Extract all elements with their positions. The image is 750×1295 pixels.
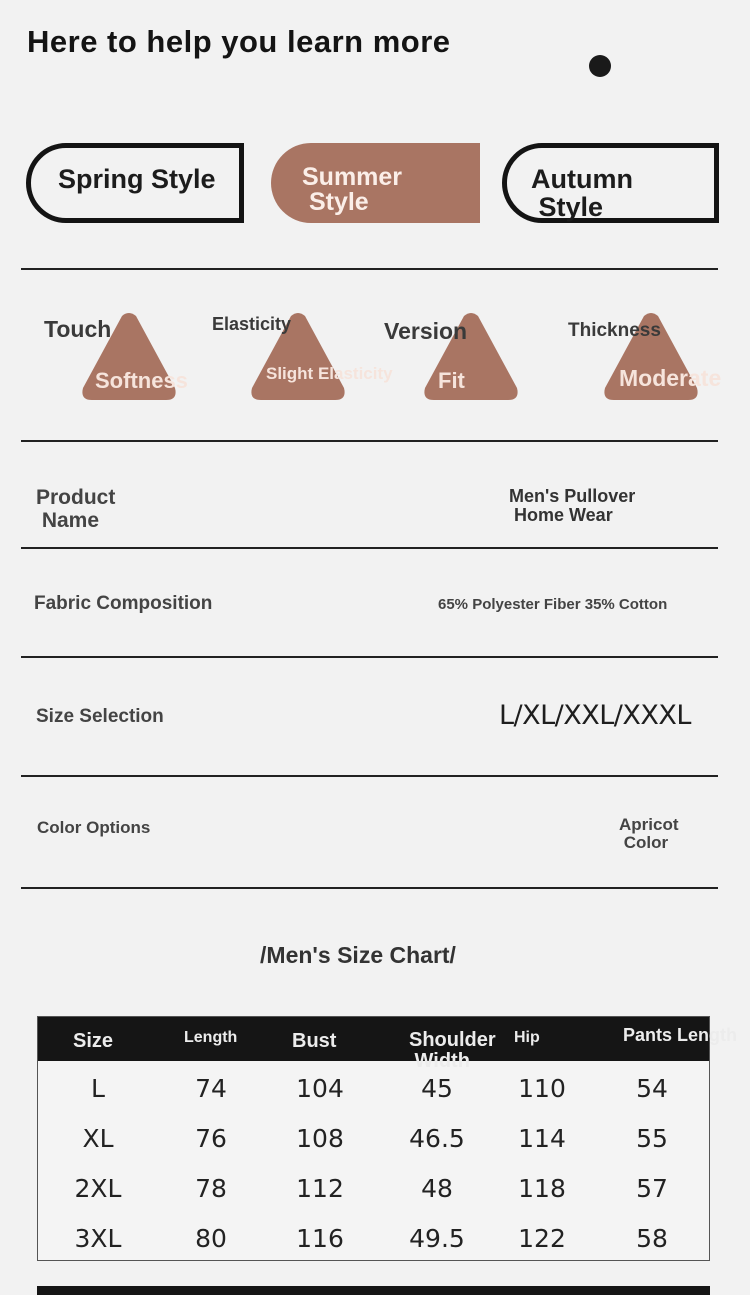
table-cell: 78 xyxy=(195,1174,227,1203)
table-cell: 114 xyxy=(518,1124,566,1153)
table-cell: 48 xyxy=(421,1174,453,1203)
table-cell: 55 xyxy=(636,1124,668,1153)
size-selection-value: L/XL/XXL/XXXL xyxy=(499,700,691,731)
next-table-header xyxy=(37,1286,710,1295)
header-hip: Hip xyxy=(514,1029,540,1046)
header-bust: Bust xyxy=(292,1030,337,1052)
dot-icon xyxy=(589,55,611,77)
table-cell: XL xyxy=(82,1124,114,1153)
size-chart-header xyxy=(38,1017,738,1072)
divider xyxy=(21,887,718,889)
version-value: Fit xyxy=(438,368,465,393)
table-cell: 104 xyxy=(296,1074,344,1103)
table-cell: 46.5 xyxy=(409,1124,465,1153)
autumn-style-label: Autumn Style xyxy=(531,164,633,222)
spring-style-label: Spring Style xyxy=(58,164,216,194)
divider xyxy=(21,268,718,270)
elasticity-value: Slight Elasticity xyxy=(266,364,393,383)
table-cell: 118 xyxy=(518,1174,566,1203)
table-cell: 80 xyxy=(195,1224,227,1253)
header-size: Size xyxy=(73,1030,114,1052)
divider xyxy=(21,775,718,777)
table-cell: 3XL xyxy=(74,1224,122,1253)
thickness-value: Moderate xyxy=(619,365,722,391)
table-cell: 49.5 xyxy=(409,1224,465,1253)
table-cell: 74 xyxy=(195,1074,227,1103)
table-cell: 57 xyxy=(636,1174,668,1203)
product-name-value: Men's Pullover Home Wear xyxy=(509,486,636,525)
divider xyxy=(21,656,718,658)
header-shoulder-width: Shoulder Width xyxy=(409,1029,496,1072)
table-cell: 108 xyxy=(296,1124,344,1153)
table-cell: 76 xyxy=(195,1124,227,1153)
header-pants-length: Pants Length xyxy=(623,1025,738,1045)
table-cell: 58 xyxy=(636,1224,668,1253)
divider xyxy=(21,440,718,442)
touch-value: Softness xyxy=(95,368,188,393)
divider xyxy=(21,547,718,549)
table-cell: 54 xyxy=(636,1074,668,1103)
touch-label: Touch xyxy=(44,316,112,342)
color-options-value: Apricot Color xyxy=(619,815,679,852)
product-name-label: Product Name xyxy=(36,486,116,532)
size-selection-label: Size Selection xyxy=(36,706,164,727)
fabric-composition-value: 65% Polyester Fiber 35% Cotton xyxy=(438,596,668,613)
summer-style-label: Summer Style xyxy=(302,163,403,216)
table-cell: 112 xyxy=(296,1174,344,1203)
table-cell: 2XL xyxy=(74,1174,122,1203)
color-options-label: Color Options xyxy=(37,818,151,837)
spring-style-button[interactable] xyxy=(26,143,244,223)
size-chart-title: /Men's Size Chart/ xyxy=(260,942,456,968)
table-cell: 45 xyxy=(421,1074,453,1103)
page-title: Here to help you learn more xyxy=(27,24,451,59)
fabric-composition-label: Fabric Composition xyxy=(34,593,213,614)
header-length: Length xyxy=(184,1029,238,1046)
autumn-style-button[interactable] xyxy=(502,143,719,223)
table-cell: L xyxy=(91,1074,105,1103)
table-cell: 110 xyxy=(518,1074,566,1103)
version-label: Version xyxy=(384,318,468,344)
table-cell: 122 xyxy=(518,1224,566,1253)
table-cell: 116 xyxy=(296,1224,344,1253)
elasticity-label: Elasticity xyxy=(212,314,292,334)
thickness-label: Thickness xyxy=(568,320,661,341)
summer-style-button[interactable] xyxy=(271,143,480,223)
size-chart-table xyxy=(37,1016,738,1261)
